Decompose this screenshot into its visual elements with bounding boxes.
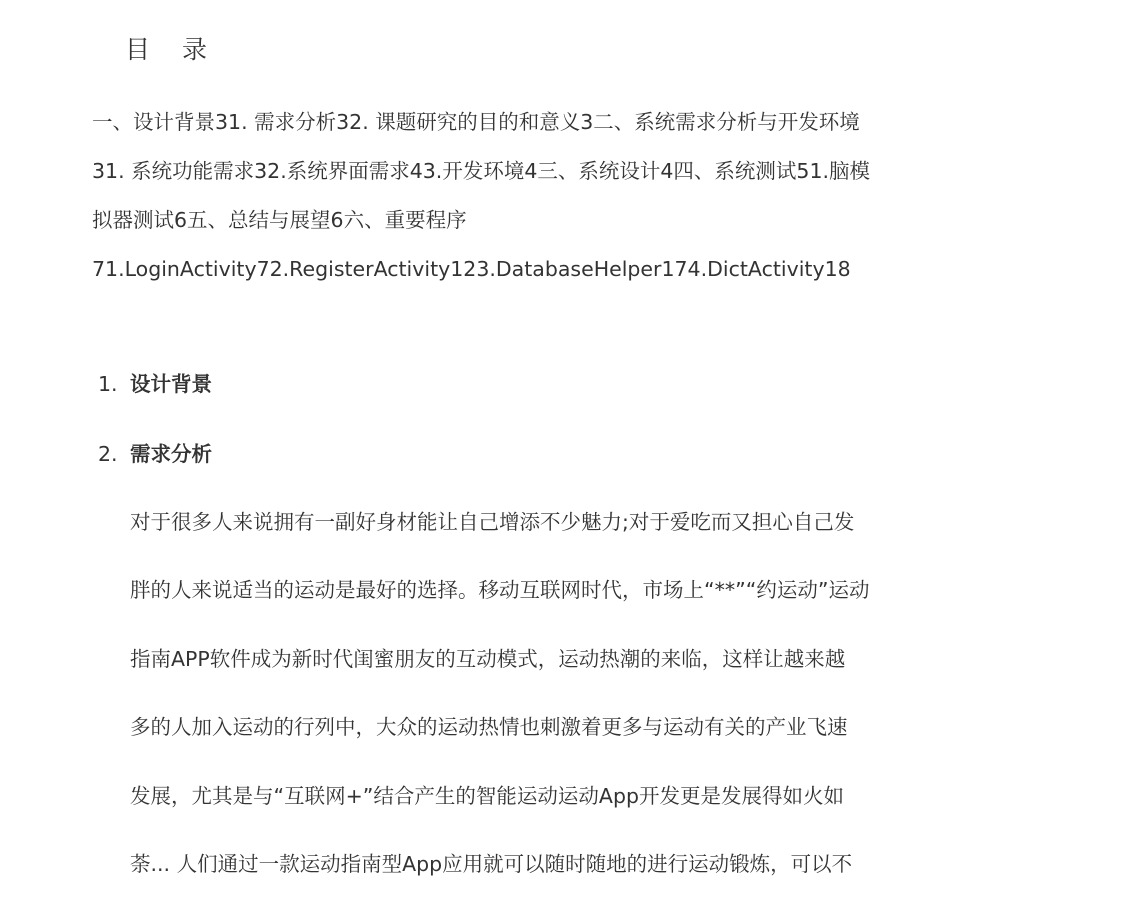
toc-title: 目 录 <box>125 35 219 64</box>
paragraph-line: 对于很多人来说拥有一副好身材能让自己增添不少魅力;对于爱吃而又担心自己发 <box>130 510 855 534</box>
section-number: 1. <box>98 372 118 396</box>
table-of-contents <box>92 104 992 300</box>
body-paragraph <box>130 504 1010 914</box>
toc-line: 一、设计背景31. 需求分析32. 课题研究的目的和意义3二、系统需求分析与开发环境 <box>92 110 860 134</box>
toc-line: 31. 系统功能需求32.系统界面需求43.开发环境4三、系统设计4四、系统测试51.脑模 <box>92 159 871 183</box>
toc-line: 拟器测试6五、总结与展望6六、重要程序 <box>92 208 467 232</box>
paragraph-line: 发展，尤其是与“互联网+”结合产生的智能运动运动App开发更是发展得如火如 <box>130 783 844 808</box>
section-number: 2. <box>98 442 118 466</box>
paragraph-line: 多的人加入运动的行列中，大众的运动热情也刺激着更多与运动有关的产业飞速 <box>130 715 848 740</box>
section-title: 设计背景 <box>130 372 212 396</box>
toc-line: 71.LoginActivity72.RegisterActivity123.DatabaseHelper174.DictActivity18 <box>92 257 851 281</box>
paragraph-line: 荼... 人们通过一款运动指南型App应用就可以随时随地的进行运动锻炼，可以不 <box>130 851 853 876</box>
paragraph-line: 指南APP软件成为新时代闺蜜朋友的互动模式，运动热潮的来临，这样让越来越 <box>130 646 846 671</box>
section-title: 需求分析 <box>130 442 212 466</box>
section-heading-design-background <box>98 366 212 402</box>
section-heading-requirements-analysis <box>98 436 212 472</box>
paragraph-line: 胖的人来说适当的运动是最好的选择。移动互联网时代，市场上“**”“约运动”运动 <box>130 578 870 603</box>
